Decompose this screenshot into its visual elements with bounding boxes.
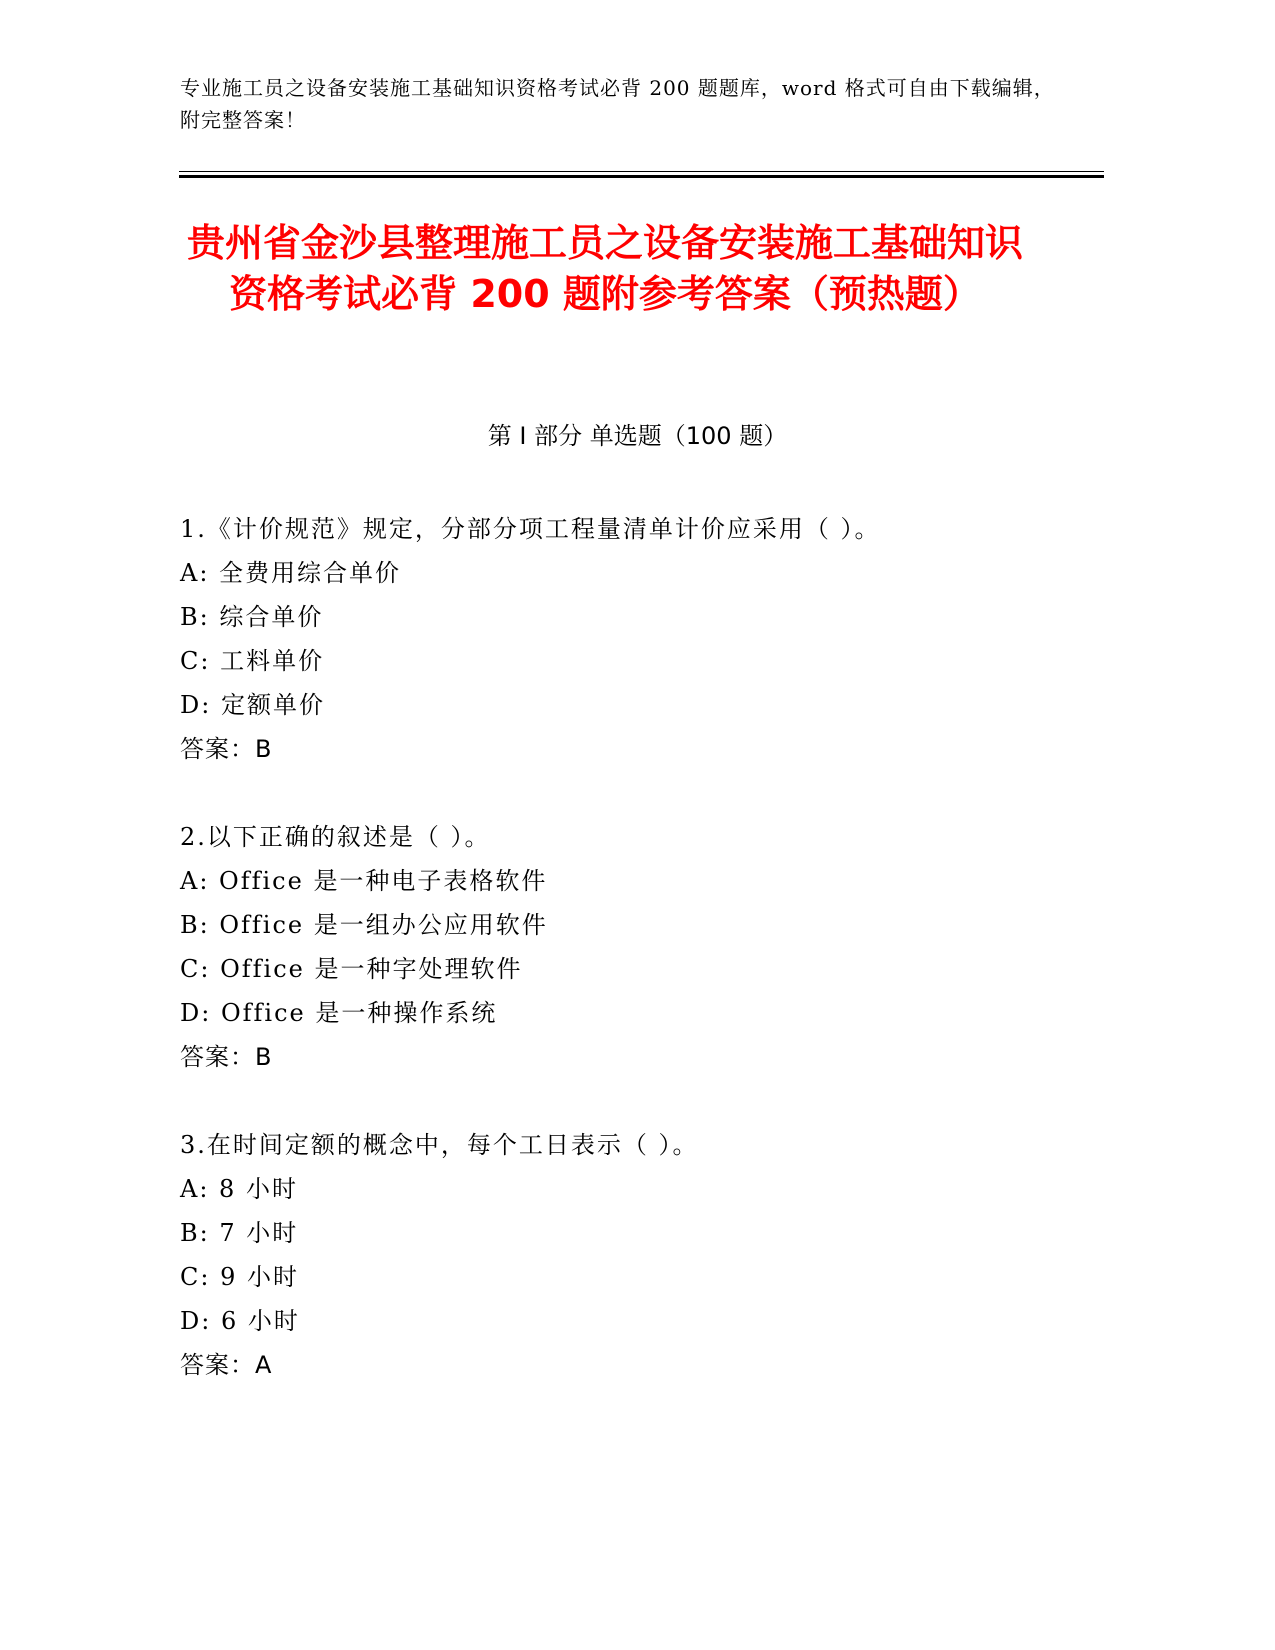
question-list xyxy=(180,507,1080,1431)
option-d: D: 定额单价 xyxy=(180,691,325,719)
option-d: D: 6 小时 xyxy=(180,1307,300,1335)
option-a: A: 全费用综合单价 xyxy=(180,559,402,587)
document-title: 贵州省金沙县整理施工员之设备安装施工基础知识资格考试必背 200 题附参考答案（预热题） xyxy=(186,221,1023,316)
question-stem: 1.《计价规范》规定，分部分项工程量清单计价应采用（ ）。 xyxy=(180,515,881,543)
question-2 xyxy=(180,815,1080,1079)
question-stem: 3.在时间定额的概念中，每个工日表示（ ）。 xyxy=(180,1131,699,1159)
option-b: B: 7 小时 xyxy=(180,1219,299,1247)
header-divider-thick xyxy=(179,175,1104,178)
option-a: A: 8 小时 xyxy=(180,1175,298,1203)
option-b: B: 综合单价 xyxy=(180,603,324,631)
question-3 xyxy=(180,1123,1080,1387)
option-a: A: Office 是一种电子表格软件 xyxy=(180,867,548,895)
option-b: B: Office 是一组办公应用软件 xyxy=(180,911,548,939)
header-note: 专业施工员之设备安装施工基础知识资格考试必背 200 题题库，word 格式可自由下载编辑，附完整答案！ xyxy=(180,76,1055,132)
header-divider-thin xyxy=(179,171,1104,172)
question-1 xyxy=(180,507,1080,771)
section-heading: 第 I 部分 单选题（100 题） xyxy=(487,422,788,450)
answer: 答案：B xyxy=(180,1043,273,1071)
option-d: D: Office 是一种操作系统 xyxy=(180,999,498,1027)
option-c: C: 9 小时 xyxy=(180,1263,299,1291)
question-stem: 2.以下正确的叙述是（ ）。 xyxy=(180,823,491,851)
answer: 答案：A xyxy=(180,1351,273,1379)
answer: 答案：B xyxy=(180,735,273,763)
option-c: C: Office 是一种字处理软件 xyxy=(180,955,523,983)
option-c: C: 工料单价 xyxy=(180,647,325,675)
